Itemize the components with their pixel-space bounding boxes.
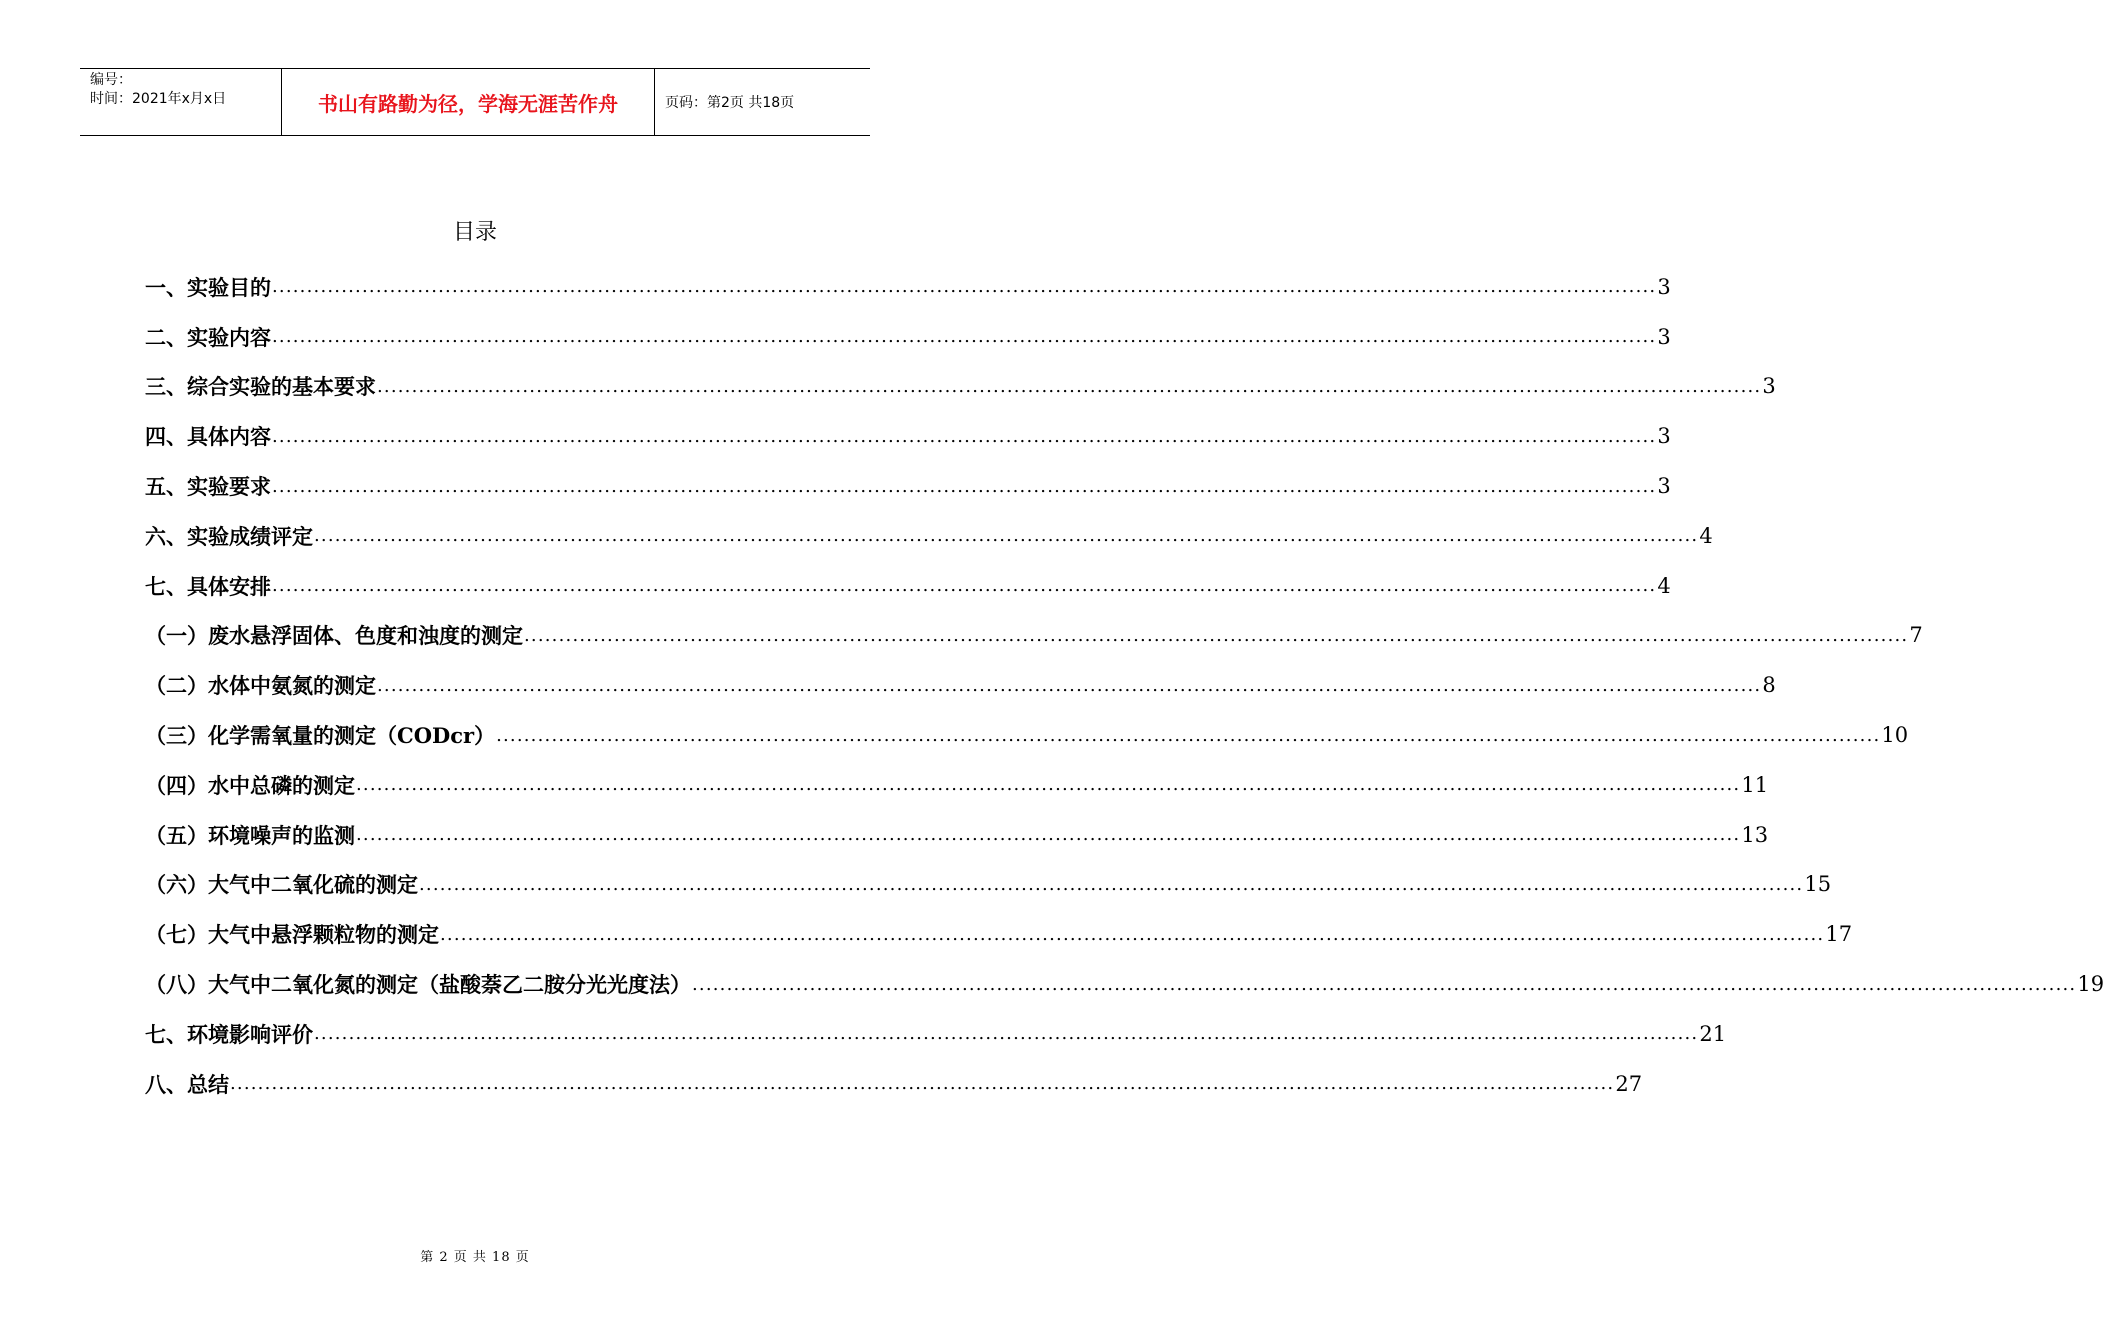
toc-item[interactable] <box>145 1059 1643 1109</box>
page-header <box>80 68 870 136</box>
toc-item-title: 一、实验目的 <box>145 274 271 300</box>
toc-leader-dots: ........................................................................................................................................................................................................ <box>377 674 1762 696</box>
toc-item[interactable] <box>145 561 1671 611</box>
toc-leader-dots: ........................................................................................................................................................................................................ <box>314 525 1699 547</box>
toc-item-page: 10 <box>1881 723 1909 748</box>
toc-item-title: 五、实验要求 <box>145 474 271 500</box>
toc-item-title: 七、环境影响评价 <box>145 1021 313 1047</box>
toc-item[interactable] <box>145 1009 1727 1059</box>
toc-item-page: 19 <box>2077 972 2104 997</box>
page-footer: 第 2 页 共 18 页 <box>420 1250 530 1265</box>
toc-leader-dots: ........................................................................................................................................................................................................ <box>356 824 1741 846</box>
toc-item-title: （八）大气中二氧化氮的测定（盐酸萘乙二胺分光光度法） <box>145 972 691 998</box>
toc-item[interactable] <box>145 710 1909 760</box>
toc-leader-dots: ........................................................................................................................................................................................................ <box>272 475 1657 497</box>
toc-leader-dots: ........................................................................................................................................................................................................ <box>377 375 1762 397</box>
toc-item-title: （六）大气中二氧化硫的测定 <box>145 872 418 898</box>
toc-item-title: 八、总结 <box>145 1071 229 1097</box>
toc-item-title: （三）化学需氧量的测定（CODcr） <box>145 723 496 749</box>
toc-leader-dots: ........................................................................................................................................................................................................ <box>356 774 1741 796</box>
toc-leader-dots: ........................................................................................................................................................................................................ <box>314 1023 1699 1045</box>
toc-item-title: 四、具体内容 <box>145 424 271 450</box>
toc-leader-dots: ........................................................................................................................................................................................................ <box>692 973 2077 995</box>
toc-item-title: （二）水体中氨氮的测定 <box>145 673 376 699</box>
toc-leader-dots: ........................................................................................................................................................................................................ <box>440 923 1825 945</box>
toc-item-page: 11 <box>1741 772 1769 797</box>
toc-leader-dots: ........................................................................................................................................................................................................ <box>496 724 1881 746</box>
toc-item-title: 六、实验成绩评定 <box>145 523 313 549</box>
toc-item[interactable] <box>145 411 1671 461</box>
toc-item-title: （一）废水悬浮固体、色度和浊度的测定 <box>145 623 523 649</box>
toc-item[interactable] <box>145 959 2104 1009</box>
toc-leader-dots: ........................................................................................................................................................................................................ <box>272 575 1657 597</box>
toc-item-page: 4 <box>1699 523 1713 548</box>
toc-item[interactable] <box>145 312 1671 362</box>
toc-item-page: 27 <box>1615 1071 1643 1096</box>
toc-item-title: 七、具体安排 <box>145 573 271 599</box>
header-meta <box>80 69 282 135</box>
toc-leader-dots: ........................................................................................................................................................................................................ <box>419 873 1804 895</box>
toc-item-page: 13 <box>1741 822 1769 847</box>
toc-item[interactable] <box>145 262 1671 312</box>
header-motto: 书山有路勤为径，学海无涯苦作舟 <box>282 69 655 135</box>
toc-item[interactable] <box>145 362 1776 412</box>
toc-item-page: 7 <box>1909 623 1923 648</box>
toc-item-page: 4 <box>1657 573 1671 598</box>
toc-item-title: 三、综合实验的基本要求 <box>145 374 376 400</box>
toc-leader-dots: ........................................................................................................................................................................................................ <box>272 276 1657 298</box>
toc-item-page: 15 <box>1804 872 1832 897</box>
header-time-label: 时间：2021年x月x日 <box>90 91 227 107</box>
header-number-label: 编号： <box>90 72 132 88</box>
toc-leader-dots: ........................................................................................................................................................................................................ <box>524 624 1909 646</box>
toc-item-page: 8 <box>1762 673 1776 698</box>
toc-item[interactable] <box>145 611 1923 661</box>
toc-item[interactable] <box>145 461 1671 511</box>
toc-item-title: （五）环境噪声的监测 <box>145 822 355 848</box>
toc-item[interactable] <box>145 909 1853 959</box>
toc-item[interactable] <box>145 511 1713 561</box>
header-page-info: 页码：第2页 共18页 <box>665 95 795 111</box>
toc-list <box>145 262 2104 1109</box>
toc-leader-dots: ........................................................................................................................................................................................................ <box>272 425 1657 447</box>
toc-leader-dots: ........................................................................................................................................................................................................ <box>230 1073 1615 1095</box>
toc-item-page: 17 <box>1825 922 1853 947</box>
toc-item[interactable] <box>145 760 1769 810</box>
toc-item-page: 21 <box>1699 1021 1727 1046</box>
toc-item-title: （四）水中总磷的测定 <box>145 772 355 798</box>
toc-item-title: 二、实验内容 <box>145 324 271 350</box>
toc-item-page: 3 <box>1762 374 1776 399</box>
toc-leader-dots: ........................................................................................................................................................................................................ <box>272 326 1657 348</box>
toc-item-title: （七）大气中悬浮颗粒物的测定 <box>145 922 439 948</box>
toc-item-page: 3 <box>1657 424 1671 449</box>
toc-item[interactable] <box>145 860 1832 910</box>
toc-item[interactable] <box>145 660 1776 710</box>
toc-item-page: 3 <box>1657 324 1671 349</box>
toc-item-page: 3 <box>1657 474 1671 499</box>
toc-item-page: 3 <box>1657 274 1671 299</box>
toc-item[interactable] <box>145 810 1769 860</box>
toc-title: 目录 <box>452 220 497 245</box>
